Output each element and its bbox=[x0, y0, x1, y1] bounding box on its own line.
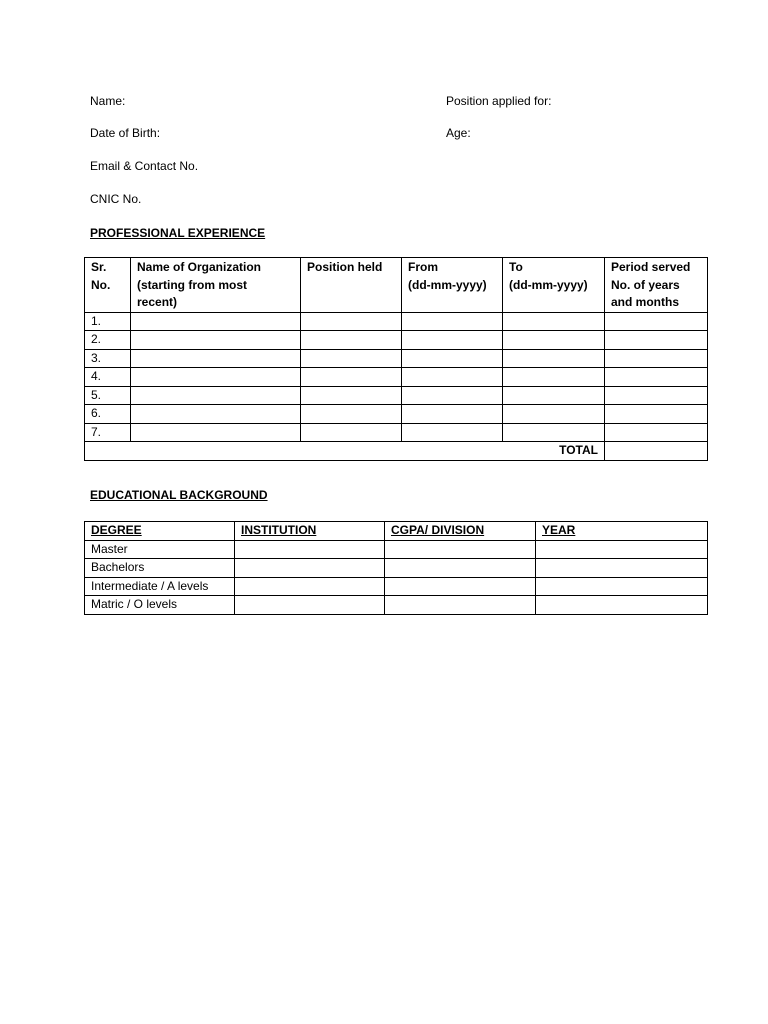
row-number: 5. bbox=[85, 386, 131, 405]
year-cell[interactable] bbox=[536, 577, 708, 596]
period-cell[interactable] bbox=[605, 423, 708, 442]
from-cell[interactable] bbox=[402, 386, 503, 405]
from-cell[interactable] bbox=[402, 405, 503, 424]
col-header-sr-no: Sr. No. bbox=[85, 258, 131, 313]
cgpa-cell[interactable] bbox=[385, 577, 536, 596]
degree-cell: Master bbox=[85, 540, 235, 559]
total-label: TOTAL bbox=[85, 442, 605, 461]
row-number: 2. bbox=[85, 331, 131, 350]
position-cell[interactable] bbox=[301, 423, 402, 442]
period-cell[interactable] bbox=[605, 405, 708, 424]
table-row bbox=[85, 577, 708, 596]
col-header-organization: Name of Organization (starting from most recent) bbox=[131, 258, 301, 313]
position-cell[interactable] bbox=[301, 349, 402, 368]
education-header-row bbox=[85, 522, 708, 541]
row-number: 3. bbox=[85, 349, 131, 368]
name-label: Name: bbox=[90, 94, 126, 108]
to-cell[interactable] bbox=[503, 423, 605, 442]
from-cell[interactable] bbox=[402, 331, 503, 350]
period-cell[interactable] bbox=[605, 386, 708, 405]
position-cell[interactable] bbox=[301, 312, 402, 331]
to-cell[interactable] bbox=[503, 349, 605, 368]
age-label: Age: bbox=[446, 126, 471, 140]
organization-cell[interactable] bbox=[131, 423, 301, 442]
cgpa-cell[interactable] bbox=[385, 596, 536, 615]
date-of-birth-label: Date of Birth: bbox=[90, 126, 161, 140]
educational-background-heading: EDUCATIONAL BACKGROUND bbox=[90, 488, 268, 502]
total-row bbox=[85, 442, 708, 461]
row-number: 6. bbox=[85, 405, 131, 424]
row-number: 4. bbox=[85, 368, 131, 387]
organization-cell[interactable] bbox=[131, 331, 301, 350]
position-cell[interactable] bbox=[301, 405, 402, 424]
col-header-from: From (dd-mm-yyyy) bbox=[402, 258, 503, 313]
col-header-institution: INSTITUTION bbox=[235, 522, 385, 541]
table-row bbox=[85, 331, 708, 350]
table-row bbox=[85, 349, 708, 368]
degree-cell: Intermediate / A levels bbox=[85, 577, 235, 596]
organization-cell[interactable] bbox=[131, 312, 301, 331]
experience-header-row bbox=[85, 258, 708, 313]
row-number: 1. bbox=[85, 312, 131, 331]
degree-cell: Bachelors bbox=[85, 559, 235, 578]
experience-table bbox=[84, 257, 708, 461]
col-header-year: YEAR bbox=[536, 522, 708, 541]
col-header-degree: DEGREE bbox=[85, 522, 235, 541]
cnic-label: CNIC No. bbox=[90, 192, 142, 206]
period-cell[interactable] bbox=[605, 349, 708, 368]
to-cell[interactable] bbox=[503, 368, 605, 387]
from-cell[interactable] bbox=[402, 312, 503, 331]
from-cell[interactable] bbox=[402, 349, 503, 368]
table-row bbox=[85, 368, 708, 387]
institution-cell[interactable] bbox=[235, 559, 385, 578]
year-cell[interactable] bbox=[536, 540, 708, 559]
to-cell[interactable] bbox=[503, 386, 605, 405]
position-cell[interactable] bbox=[301, 386, 402, 405]
education-table bbox=[84, 521, 708, 615]
total-period-cell[interactable] bbox=[605, 442, 708, 461]
institution-cell[interactable] bbox=[235, 577, 385, 596]
organization-cell[interactable] bbox=[131, 349, 301, 368]
col-header-to: To (dd-mm-yyyy) bbox=[503, 258, 605, 313]
organization-cell[interactable] bbox=[131, 368, 301, 387]
email-contact-label: Email & Contact No. bbox=[90, 159, 199, 173]
cgpa-cell[interactable] bbox=[385, 559, 536, 578]
period-cell[interactable] bbox=[605, 368, 708, 387]
to-cell[interactable] bbox=[503, 312, 605, 331]
table-row bbox=[85, 405, 708, 424]
to-cell[interactable] bbox=[503, 405, 605, 424]
table-row bbox=[85, 423, 708, 442]
from-cell[interactable] bbox=[402, 368, 503, 387]
table-row bbox=[85, 386, 708, 405]
organization-cell[interactable] bbox=[131, 405, 301, 424]
year-cell[interactable] bbox=[536, 559, 708, 578]
cgpa-cell[interactable] bbox=[385, 540, 536, 559]
from-cell[interactable] bbox=[402, 423, 503, 442]
table-row bbox=[85, 596, 708, 615]
organization-cell[interactable] bbox=[131, 386, 301, 405]
institution-cell[interactable] bbox=[235, 540, 385, 559]
institution-cell[interactable] bbox=[235, 596, 385, 615]
position-applied-label: Position applied for: bbox=[446, 94, 552, 108]
table-row bbox=[85, 559, 708, 578]
to-cell[interactable] bbox=[503, 331, 605, 350]
row-number: 7. bbox=[85, 423, 131, 442]
degree-cell: Matric / O levels bbox=[85, 596, 235, 615]
col-header-cgpa-division: CGPA/ DIVISION bbox=[385, 522, 536, 541]
col-header-position-held: Position held bbox=[301, 258, 402, 313]
position-cell[interactable] bbox=[301, 368, 402, 387]
position-cell[interactable] bbox=[301, 331, 402, 350]
period-cell[interactable] bbox=[605, 312, 708, 331]
period-cell[interactable] bbox=[605, 331, 708, 350]
year-cell[interactable] bbox=[536, 596, 708, 615]
table-row bbox=[85, 540, 708, 559]
col-header-period-served: Period served No. of years and months bbox=[605, 258, 708, 313]
professional-experience-heading: PROFESSIONAL EXPERIENCE bbox=[90, 226, 266, 240]
table-row bbox=[85, 312, 708, 331]
